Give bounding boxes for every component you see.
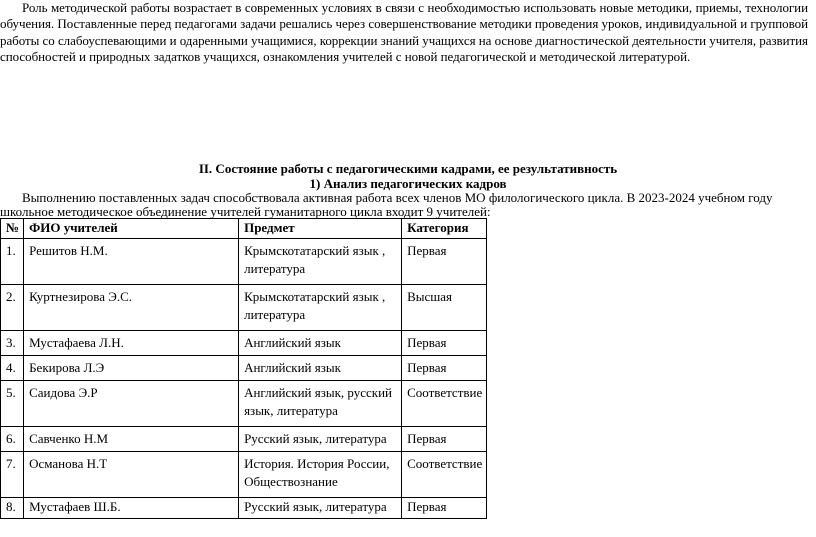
cell-num: 6. [1, 427, 24, 452]
cell-category: Первая [402, 331, 487, 356]
cell-category: Первая [402, 239, 487, 285]
cell-name: Бекирова Л.Э [24, 356, 239, 381]
cell-name: Османова Н.Т [24, 452, 239, 498]
cell-num: 7. [1, 452, 24, 498]
cell-name: Мустафаев Ш.Б. [24, 498, 239, 519]
cell-name: Саидова Э.Р [24, 381, 239, 427]
intro-paragraph: Роль методической работы возрастает в современных условиях в связи с необходимостью использовать новые методики, приемы, технологии обучения. Поставленные перед педагогами задачи решались через совершенствование методики проведения уроков, индивидуальной и групповой работы со слабоуспевающими и одаренными учащимися, коррекции знаний учащихся на основе диагностической деятельности учителя, развития способностей и природных задатков учащихся, ознакомления учителей с новой педагогической и методической литературой. [0, 0, 808, 64]
cell-num: 1. [1, 239, 24, 285]
cell-category: Первая [402, 427, 487, 452]
cell-name: Куртнезирова Э.С. [24, 285, 239, 331]
table-row [1, 498, 487, 519]
cell-subject: Крымскотатарский язык , литература [239, 285, 402, 331]
table-row [1, 381, 487, 427]
staff-intro-paragraph: Выполнению поставленных задач способствовала активная работа всех членов МО филологического цикла. В 2023-2024 учебном году школьное методическое объединение учителей гуманитарного цикла входит 9 учителей: [0, 190, 773, 219]
cell-subject: История. История России, Обществознание [239, 452, 402, 498]
header-name: ФИО учителей [24, 219, 239, 239]
cell-name: Савченко Н.М [24, 427, 239, 452]
cell-category: Соответствие [402, 381, 487, 427]
cell-category: Первая [402, 498, 487, 519]
cell-name: Мустафаева Л.Н. [24, 331, 239, 356]
cell-name: Решитов Н.М. [24, 239, 239, 285]
cell-category: Соответствие [402, 452, 487, 498]
section-heading: II. Состояние работы с педагогическими кадрами, ее результативность [198, 161, 618, 176]
table-row [1, 427, 487, 452]
cell-subject: Английский язык [239, 331, 402, 356]
table-row [1, 239, 487, 285]
header-subject: Предмет [239, 219, 402, 239]
section-subheading: 1) Анализ педагогических кадров [309, 176, 507, 191]
cell-category: Первая [402, 356, 487, 381]
header-category: Категория [402, 219, 487, 239]
table-row [1, 285, 487, 331]
cell-num: 3. [1, 331, 24, 356]
cell-num: 4. [1, 356, 24, 381]
cell-subject: Английский язык, русский язык, литература [239, 381, 402, 427]
cell-category: Высшая [402, 285, 487, 331]
cell-num: 2. [1, 285, 24, 331]
table-row [1, 452, 487, 498]
table-header-row [1, 219, 487, 239]
cell-subject: Русский язык, литература [239, 498, 402, 519]
table-row [1, 356, 487, 381]
header-num: № [1, 219, 24, 239]
cell-subject: Крымскотатарский язык , литература [239, 239, 402, 285]
cell-num: 5. [1, 381, 24, 427]
cell-num: 8. [1, 498, 24, 519]
cell-subject: Английский язык [239, 356, 402, 381]
staff-table [0, 218, 487, 519]
cell-subject: Русский язык, литература [239, 427, 402, 452]
table-row [1, 331, 487, 356]
